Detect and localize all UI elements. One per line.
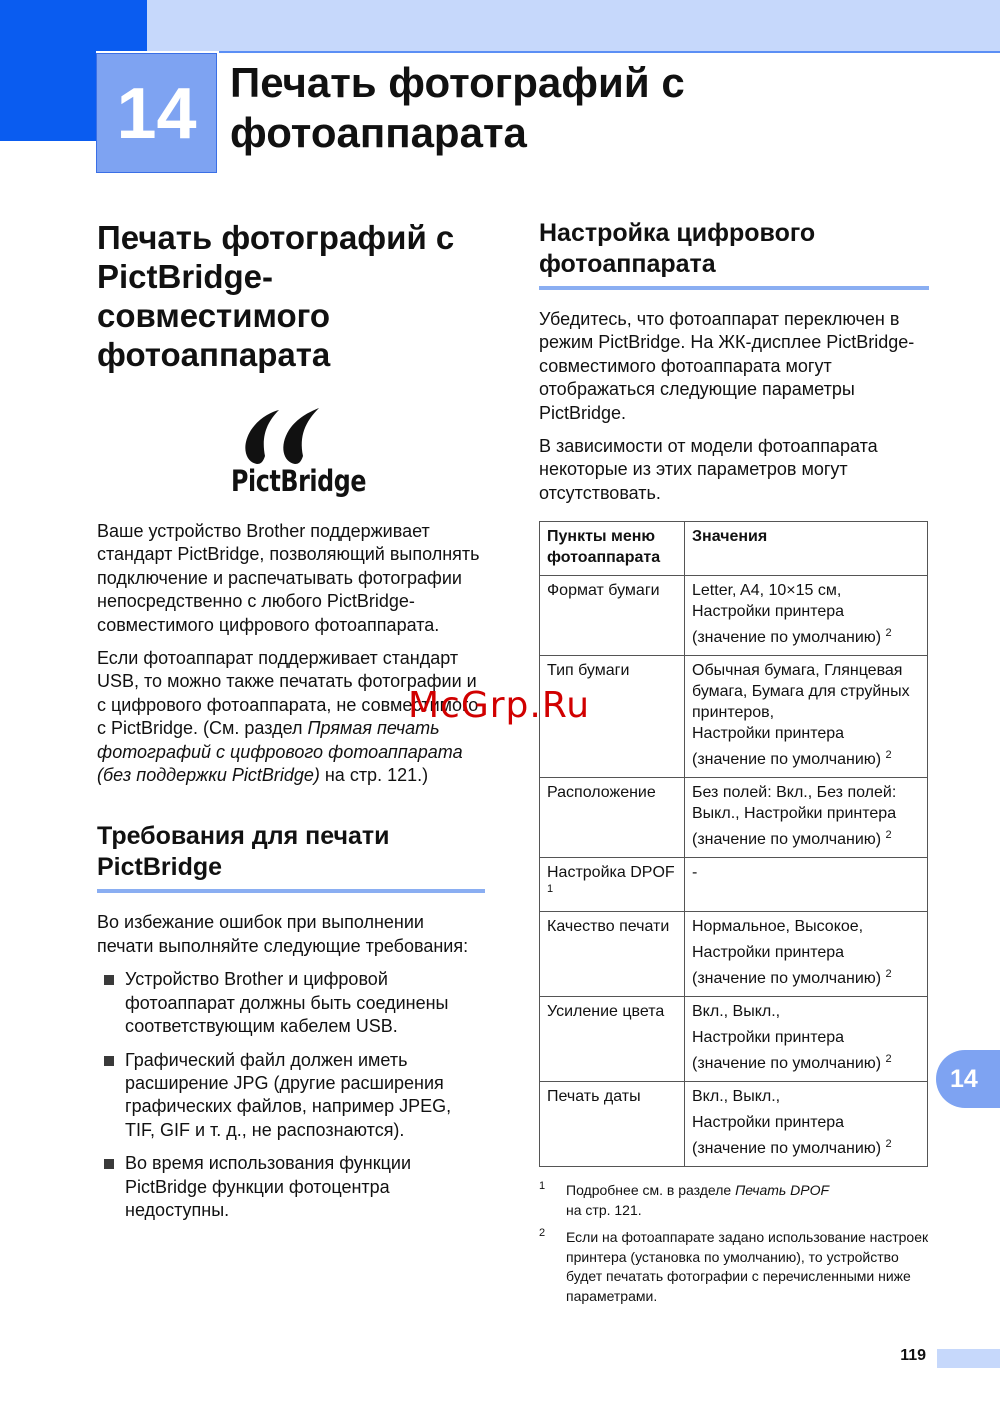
footnote-text: Если на фотоаппарате задано использование настроек принтера (установка по умолчанию), то устройство будет печатать фотографии с перечисленными ниже параметрами. bbox=[566, 1229, 929, 1304]
section-heading-requirements: Требования для печати PictBridge bbox=[97, 822, 390, 882]
footnote-1 bbox=[539, 1181, 929, 1220]
default-note-text: (значение по умолчанию) bbox=[692, 629, 882, 647]
table-cell-label bbox=[540, 858, 685, 912]
footnote-number: 2 bbox=[539, 1227, 546, 1240]
table-cell-label: Печать даты bbox=[540, 1082, 685, 1167]
list-item bbox=[97, 968, 485, 1038]
default-note-text: (значение по умолчанию) bbox=[692, 1055, 882, 1073]
table-cell-value bbox=[685, 1082, 928, 1167]
table-cell-value bbox=[685, 912, 928, 997]
table-cell-label: Качество печати bbox=[540, 912, 685, 997]
value-text: Вкл., Выкл., bbox=[692, 1088, 781, 1106]
table-row bbox=[540, 997, 928, 1082]
footnote-number: 1 bbox=[539, 1180, 546, 1193]
table-cell-label: Формат бумаги bbox=[540, 576, 685, 656]
footnote-ref: 1 bbox=[547, 883, 554, 896]
list-item bbox=[97, 1049, 485, 1143]
list-item-text: Графический файл должен иметь расширение JPG (другие расширения графических файлов, например JPEG, TIF, GIF и т. д., не распознаются). bbox=[125, 1049, 452, 1140]
default-note-text: (значение по умолчанию) bbox=[692, 970, 882, 988]
header-rule bbox=[219, 51, 1000, 53]
column-header-menu: Пункты меню фотоаппарата bbox=[540, 522, 685, 576]
requirements-rule bbox=[97, 889, 485, 893]
pictbridge-mark-icon bbox=[227, 404, 327, 466]
printer-settings-text: Настройки принтера bbox=[692, 725, 845, 743]
value-text: Нормальное, Высокое, bbox=[692, 918, 864, 936]
column-header-values: Значения bbox=[685, 522, 928, 576]
value-text: Без полей: Вкл., Без полей: Выкл., Настройки принтера bbox=[692, 784, 897, 823]
intro-paragraph: Ваше устройство Brother поддерживает стандарт PictBridge, позволяющий выполнять подключение и распечатывать фотографии непосредственно с любого PictBridge-совместимого цифрового фотоаппарата. bbox=[97, 521, 480, 635]
table-cell-label: Тип бумаги bbox=[540, 656, 685, 778]
footnote-ref: 2 bbox=[885, 627, 892, 640]
table-header-row bbox=[540, 522, 928, 576]
header-band-light bbox=[147, 0, 1000, 51]
table-row bbox=[540, 576, 928, 656]
direct-print-link[interactable]: Прямая печать фотографий с цифрового фотоаппарата (без поддержки PictBridge) bbox=[97, 718, 463, 786]
bullet-icon bbox=[104, 975, 114, 985]
table-cell-label: Усиление цвета bbox=[540, 997, 685, 1082]
camera-setup-paragraph: Убедитесь, что фотоаппарат переключен в режим PictBridge. На ЖК-дисплее PictBridge-совместимого фотоаппарата могут отображаться следующие параметры PictBridge. bbox=[539, 309, 915, 423]
default-note-text: (значение по умолчанию) bbox=[692, 831, 882, 849]
list-item-text: Во время использования функции PictBridge функции фотоцентра недоступны. bbox=[125, 1153, 412, 1220]
header-band-dark bbox=[0, 0, 147, 51]
printer-settings-text: Настройки принтера bbox=[692, 603, 845, 621]
requirements-list bbox=[97, 968, 485, 1222]
printer-settings-text: Настройки принтера bbox=[692, 1114, 845, 1132]
default-note-text: (значение по умолчанию) bbox=[692, 751, 882, 769]
requirements-intro: Во избежание ошибок при выполнении печати выполняйте следующие требования: bbox=[97, 912, 469, 956]
dpof-link[interactable]: Печать DPOF bbox=[735, 1182, 830, 1199]
footnote-ref: 2 bbox=[885, 749, 892, 762]
default-note bbox=[692, 829, 920, 850]
pictbridge-logo-text: PictBridge bbox=[231, 464, 367, 498]
value-text: Вкл., Выкл., bbox=[692, 1003, 781, 1021]
footnote-ref: 2 bbox=[885, 829, 892, 842]
value-text: Обычная бумага, Глянцевая бумага, Бумага для струйных принтеров, bbox=[692, 662, 910, 722]
camera-model-paragraph: В зависимости от модели фотоаппарата некоторые из этих параметров могут отсутствовать. bbox=[539, 436, 878, 503]
table-cell-value bbox=[685, 656, 928, 778]
right-column bbox=[539, 218, 929, 1314]
chapter-title: Печать фотографий с фотоаппарата bbox=[230, 59, 685, 156]
list-item bbox=[97, 1152, 485, 1222]
table-row bbox=[540, 656, 928, 778]
page-number-bar bbox=[937, 1349, 1000, 1368]
section-heading-camera-setup: Настройка цифрового фотоаппарата bbox=[539, 219, 816, 278]
label-text: Настройка DPOF bbox=[547, 864, 675, 882]
footnote-2 bbox=[539, 1228, 929, 1306]
footnote-text: Подробнее см. в разделе bbox=[566, 1182, 736, 1199]
table-row bbox=[540, 912, 928, 997]
list-item-text: Устройство Brother и цифровой фотоаппарат должны быть соединены соответствующим кабелем USB. bbox=[125, 969, 449, 1037]
footnote-ref: 2 bbox=[885, 1138, 892, 1151]
table-cell-value: - bbox=[685, 858, 928, 912]
footnote-text-end: на стр. 121. bbox=[566, 1201, 642, 1218]
watermark: McGrp.Ru bbox=[408, 685, 591, 726]
header-side-block bbox=[0, 51, 96, 141]
default-note-text: (значение по умолчанию) bbox=[692, 1140, 882, 1158]
table-cell-value bbox=[685, 778, 928, 858]
default-note bbox=[692, 968, 920, 989]
page-number: 119 bbox=[900, 1347, 926, 1364]
printer-settings-text: Настройки принтера bbox=[692, 1029, 845, 1047]
table-row bbox=[540, 858, 928, 912]
bullet-icon bbox=[104, 1056, 114, 1066]
footnote-ref: 2 bbox=[885, 1053, 892, 1066]
printer-settings-text: Настройки принтера bbox=[692, 944, 845, 962]
default-note bbox=[692, 749, 920, 770]
table-row bbox=[540, 1082, 928, 1167]
table-cell-value bbox=[685, 576, 928, 656]
chapter-side-tab[interactable]: 14 bbox=[936, 1050, 1000, 1108]
bullet-icon bbox=[104, 1159, 114, 1169]
default-note bbox=[692, 1138, 920, 1159]
footnote-ref: 2 bbox=[885, 968, 892, 981]
pictbridge-logo bbox=[97, 404, 485, 514]
value-text: Letter, A4, 10×15 см, bbox=[692, 582, 842, 600]
section-heading-pictbridge: Печать фотографий с PictBridge-совместимого фотоаппарата bbox=[97, 219, 455, 373]
table-cell-value bbox=[685, 997, 928, 1082]
footnotes bbox=[539, 1181, 929, 1306]
camera-setup-rule bbox=[539, 286, 929, 290]
default-note bbox=[692, 1053, 920, 1074]
camera-settings-table bbox=[539, 521, 928, 1167]
usb-paragraph-text: Если фотоаппарат поддерживает стандарт USB, то можно также печатать фотографии и с цифрового фотоаппарата, не совместимого с PictBridge. (См. раздел bbox=[97, 648, 479, 739]
table-cell-label: Расположение bbox=[540, 778, 685, 858]
table-row bbox=[540, 778, 928, 858]
chapter-number: 14 bbox=[96, 53, 217, 173]
usb-paragraph-end: на стр. 121.) bbox=[319, 765, 429, 786]
default-note bbox=[692, 627, 920, 648]
